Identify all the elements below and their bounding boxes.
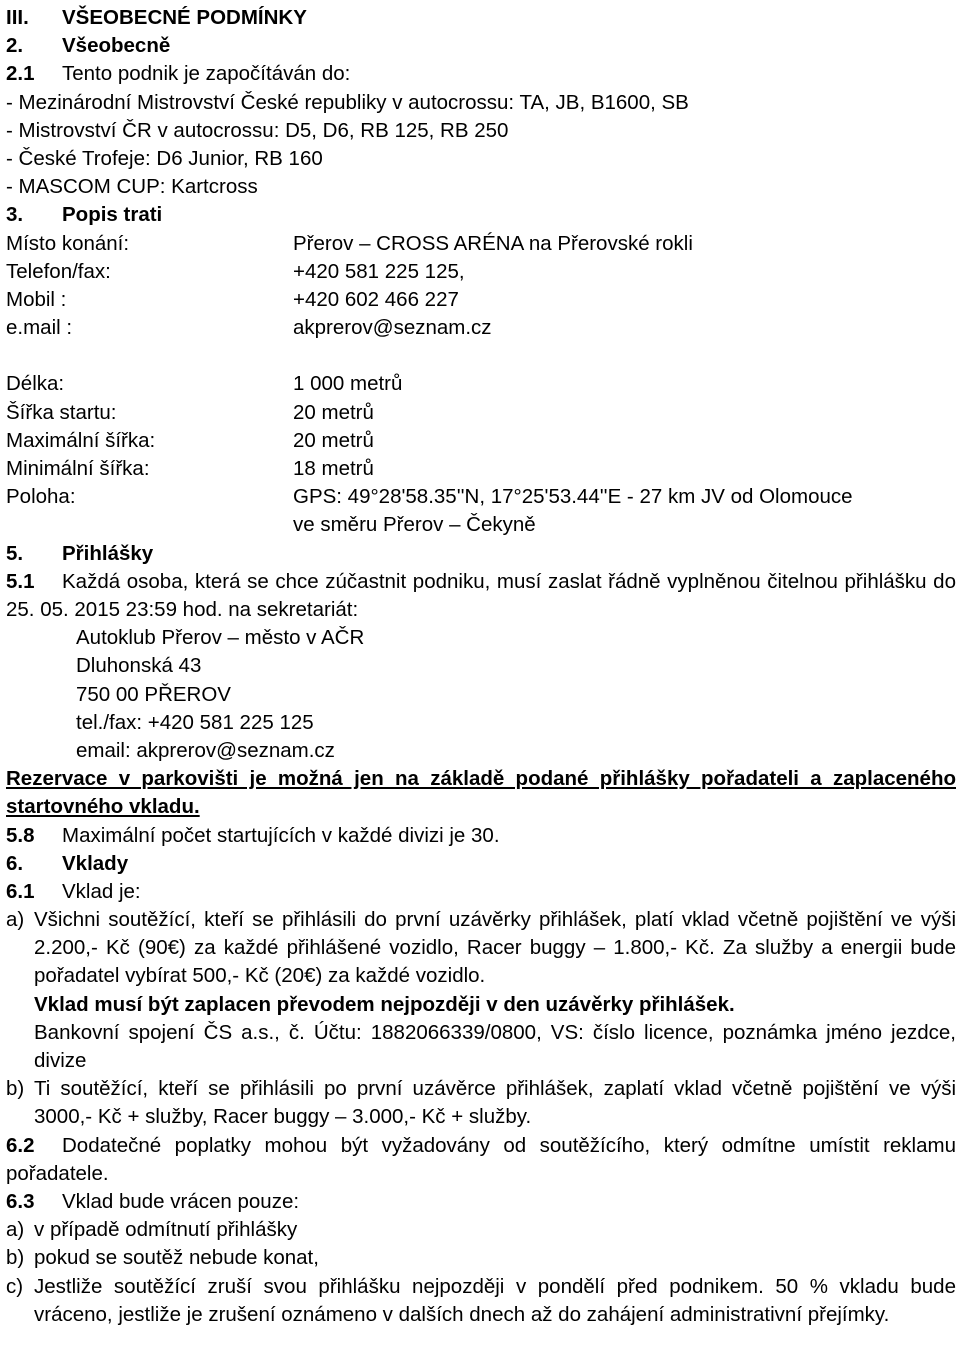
- list-item-b: b) Ti soutěžící, kteří se přihlásili po první uzávěrce přihlášek, zaplatí vklad včetně pojištění ve výši 3000,- Kč + služby, Racer buggy – 3.000,- Kč + služby.: [6, 1077, 956, 1129]
- refund-item: c) Jestliže soutěžící zruší svou přihlášku nejpozději v pondělí před podnikem. 50 % vkladu bude vráceno, jestliže je zrušení oznámeno v dalších dnech až do zahájení administrativní přejímky.: [6, 1274, 956, 1326]
- spec-row-continuation: ve směru Přerov – Čekyně: [293, 513, 536, 537]
- section-heading-III: III. VŠEOBECNÉ PODMÍNKY: [6, 6, 307, 29]
- section-heading-6: 6. Vklady: [6, 851, 129, 875]
- paragraph-6-1: 6.1 Vklad je:: [6, 879, 141, 903]
- section-heading-2: 2. Všeobecně: [6, 34, 171, 58]
- fee-text: Všichni soutěžící, kteří se přihlásili do první uzávěrky přihlášek, platí vklad včetně pojištění ve výši 2.200,- Kč (90€) za každé přihlášené vozidlo, Racer buggy – 1.800,- Kč. Za služby a energii bude pořadatel vybírat 500,- Kč (20€) za každé vozidlo.: [34, 908, 956, 988]
- address-line: 750 00 PŘEROV: [76, 682, 231, 706]
- address-line: Dluhonská 43: [76, 654, 202, 678]
- paragraph-5-1: 5.1 Každá osoba, která se chce zúčastnit podniku, musí zaslat řádně vyplněnou čitelnou přihlášku do 25. 05. 2015 23:59 hod. na sekretariát:: [6, 569, 956, 621]
- spec-row: Poloha: GPS: 49°28'58.35''N, 17°25'53.44''E - 27 km JV od Olomouce: [6, 485, 853, 509]
- paragraph-6-3: 6.3 Vklad bude vrácen pouze:: [6, 1190, 300, 1214]
- address-line: tel./fax: +420 581 225 125: [76, 710, 314, 734]
- spec-row: Maximální šířka: 20 metrů: [6, 428, 374, 452]
- spec-row: Šířka startu: 20 metrů: [6, 400, 374, 424]
- list-item-a: a) Všichni soutěžící, kteří se přihlásili do první uzávěrky přihlášek, platí vklad včetně pojištění ve výši 2.200,- Kč (90€) za každé přihlášené vozidlo, Racer buggy – 1.800,- Kč. Za služby a energii bude pořadatel vybírat 500,- Kč (20€) za každé vozidlo. Vklad musí být zaplacen převodem nejpozději v den uzávěrky přihlášek. Bankovní spojení ČS a.s., č. Účtu: 1882066339/0800, VS: číslo licence, poznámka jméno jezdce, divize: [6, 906, 956, 1075]
- contact-row: e.mail : akprerov@seznam.cz: [6, 316, 492, 340]
- spacer: [6, 342, 956, 370]
- list-item: - České Trofeje: D6 Junior, RB 160: [6, 146, 323, 170]
- list-item: - Mistrovství ČR v autocrossu: D5, D6, RB 125, RB 250: [6, 118, 509, 142]
- address-line: email: akprerov@seznam.cz: [76, 738, 335, 762]
- bank-details: Bankovní spojení ČS a.s., č. Účtu: 1882066339/0800, VS: číslo licence, poznámka jméno jezdce, divize: [34, 1020, 956, 1073]
- refund-item: a) v případě odmítnutí přihlášky: [6, 1218, 298, 1242]
- paragraph-6-2: 6.2 Dodatečné poplatky mohou být vyžadovány od soutěžícího, který odmítne umístit reklamu pořadatele.: [6, 1133, 956, 1185]
- document-page: [6, 4, 956, 1329]
- reservation-notice: Rezervace v parkovišti je možná jen na základě podané přihlášky pořadateli a zaplaceného startovného vkladu.: [6, 767, 956, 819]
- paragraph-5-8: 5.8 Maximální počet startujících v každé divizi je 30.: [6, 823, 500, 847]
- section-heading-5: 5. Přihlášky: [6, 541, 154, 565]
- contact-row: Místo konání: Přerov – CROSS ARÉNA na Přerovské rokli: [6, 231, 693, 255]
- spec-row: Délka: 1 000 metrů: [6, 372, 403, 396]
- list-item: - Mezinárodní Mistrovství České republiky v autocrossu: TA, JB, B1600, SB: [6, 90, 689, 114]
- section-heading-3: 3. Popis trati: [6, 203, 163, 227]
- contact-row: Mobil : +420 602 466 227: [6, 287, 459, 311]
- contact-row: Telefon/fax: +420 581 225 125,: [6, 259, 465, 283]
- paragraph-2-1: 2.1 Tento podnik je započítáván do:: [6, 62, 351, 86]
- refund-item: b) pokud se soutěž nebude konat,: [6, 1246, 319, 1270]
- spec-row: Minimální šířka: 18 metrů: [6, 457, 374, 480]
- address-line: Autoklub Přerov – město v AČR: [76, 626, 365, 650]
- list-item: - MASCOM CUP: Kartcross: [6, 175, 258, 199]
- fee-deadline-note: Vklad musí být zaplacen převodem nejpozději v den uzávěrky přihlášek.: [34, 992, 735, 1016]
